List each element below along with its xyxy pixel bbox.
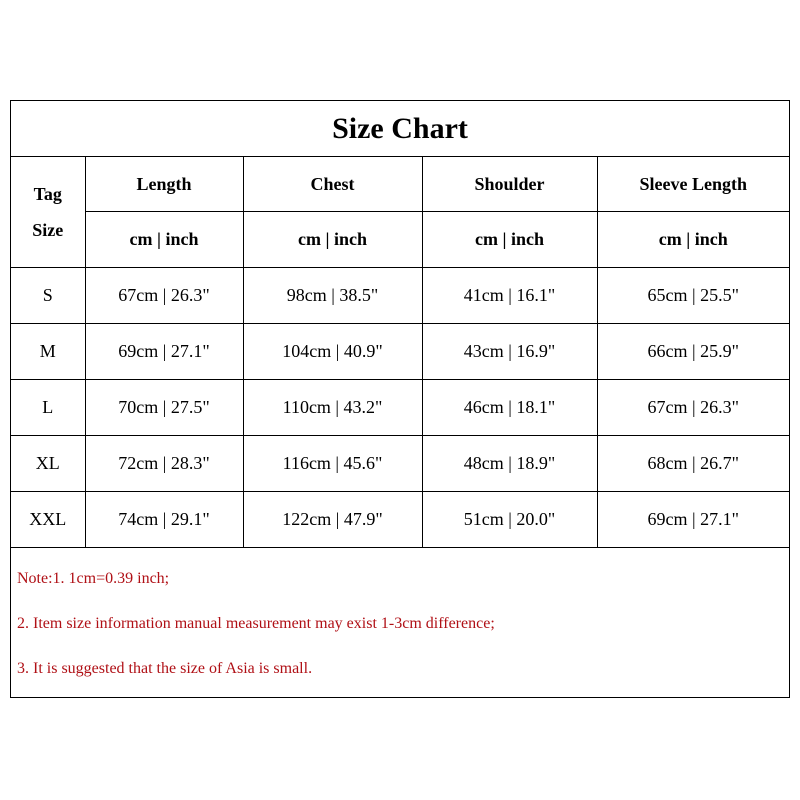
tag-label: Tag [33, 184, 62, 204]
shoulder-cell: 51cm | 20.0" [422, 492, 597, 548]
column-header-sleeve-length: Sleeve Length [597, 157, 789, 212]
table-row-m [11, 324, 789, 380]
sleeve-length-cell: 65cm | 25.5" [597, 268, 789, 324]
size-table [11, 157, 789, 548]
length-cell: 72cm | 28.3" [85, 436, 243, 492]
sleeve-length-cell: 68cm | 26.7" [597, 436, 789, 492]
length-cell: 69cm | 27.1" [85, 324, 243, 380]
chart-title: Size Chart [11, 101, 789, 157]
note-item: 3. It is suggested that the size of Asia is small. [17, 660, 313, 677]
note-item: 2. Item size information manual measurement may exist 1-3cm difference; [17, 615, 495, 632]
sleeve-length-cell: 66cm | 25.9" [597, 324, 789, 380]
tag-size-header [11, 157, 85, 268]
table-row-s [11, 268, 789, 324]
unit-row [11, 212, 789, 268]
length-cell: 74cm | 29.1" [85, 492, 243, 548]
shoulder-cell: 41cm | 16.1" [422, 268, 597, 324]
size-cell: M [11, 324, 85, 380]
table-row-l [11, 380, 789, 436]
chest-cell: 116cm | 45.6" [243, 436, 422, 492]
table-row-xl [11, 436, 789, 492]
unit-label: cm | inch [243, 212, 422, 268]
unit-label: cm | inch [422, 212, 597, 268]
chest-cell: 98cm | 38.5" [243, 268, 422, 324]
size-cell: L [11, 380, 85, 436]
size-label: Size [32, 220, 64, 240]
chest-cell: 104cm | 40.9" [243, 324, 422, 380]
size-cell: XXL [11, 492, 85, 548]
unit-label: cm | inch [85, 212, 243, 268]
notes-section [11, 556, 789, 691]
header-row [11, 157, 789, 212]
size-cell: XL [11, 436, 85, 492]
size-chart [10, 100, 790, 698]
length-cell: 67cm | 26.3" [85, 268, 243, 324]
length-cell: 70cm | 27.5" [85, 380, 243, 436]
shoulder-cell: 48cm | 18.9" [422, 436, 597, 492]
column-header-shoulder: Shoulder [422, 157, 597, 212]
sleeve-length-cell: 69cm | 27.1" [597, 492, 789, 548]
shoulder-cell: 43cm | 16.9" [422, 324, 597, 380]
note-item: Note:1. 1cm=0.39 inch; [17, 570, 170, 587]
shoulder-cell: 46cm | 18.1" [422, 380, 597, 436]
size-cell: S [11, 268, 85, 324]
sleeve-length-cell: 67cm | 26.3" [597, 380, 789, 436]
chest-cell: 122cm | 47.9" [243, 492, 422, 548]
chest-cell: 110cm | 43.2" [243, 380, 422, 436]
unit-label: cm | inch [597, 212, 789, 268]
column-header-chest: Chest [243, 157, 422, 212]
table-row-xxl [11, 492, 789, 548]
column-header-length: Length [85, 157, 243, 212]
